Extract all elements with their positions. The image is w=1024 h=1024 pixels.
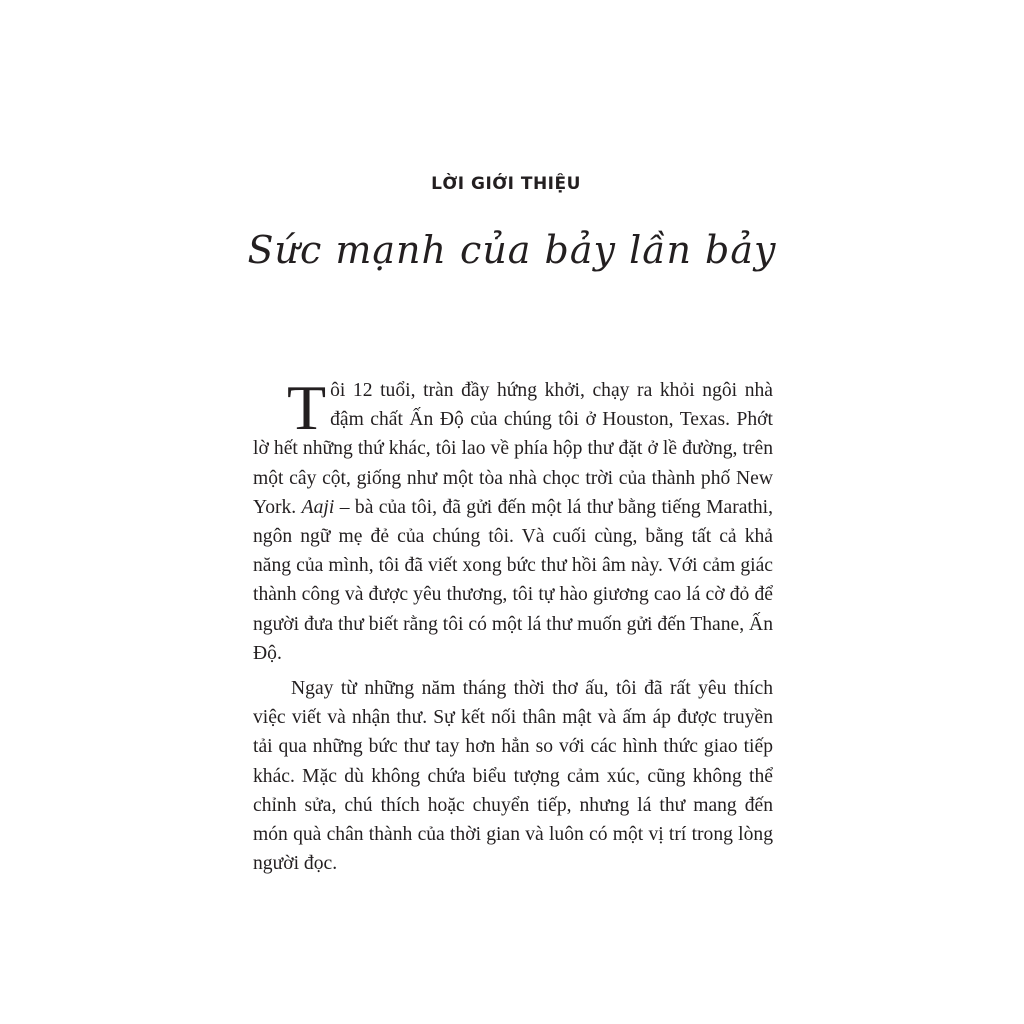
paragraph-1-italic-term: Aaji xyxy=(301,496,335,518)
paragraph-1-text-b: – bà của tôi, đã gửi đến một lá thư bằng tiếng Marathi, ngôn ngữ mẹ đẻ của chúng tôi. Và cuối cùng, bằng tất cả khả năng của mình, tôi đã viết xong bức thư hồi âm này. Với cảm giác thành công và được yêu thương, tôi tự hào giương cao lá cờ đỏ để người đưa thư biết rằng tôi có một lá thư muốn gửi đến Thane, Ấn Độ. xyxy=(253,496,773,664)
body-text xyxy=(253,372,773,878)
chapter-title: Sức mạnh của bảy lần bảy xyxy=(247,228,777,272)
section-kicker: LỜI GIỚI THIỆU xyxy=(431,174,581,194)
drop-cap: T xyxy=(287,372,327,443)
paragraph-1-text-a: ôi 12 tuổi, tràn đầy hứng khởi, chạy ra khỏi ngôi nhà đậm chất Ấn Độ của chúng tôi ở Houston, Texas. Phớt lờ hết những thứ khác, tôi lao về phía hộp thư đặt ở lề đường, trên một cây cột, giống như một tòa nhà chọc trời của thành phố New York. xyxy=(253,380,773,518)
paragraph-2: Ngay từ những năm tháng thời thơ ấu, tôi đã rất yêu thích việc viết và nhận thư. Sự kết nối thân mật và ấm áp được truyền tải qua những bức thư tay hơn hẳn so với các hình thức giao tiếp khác. Mặc dù không chứa biểu tượng cảm xúc, cũng không thể chỉnh sửa, chú thích hoặc chuyển tiếp, nhưng lá thư mang đến món quà chân thành của thời gian và luôn có một vị trí trong lòng người đọc. xyxy=(253,678,773,875)
paragraph-1 xyxy=(253,372,773,668)
